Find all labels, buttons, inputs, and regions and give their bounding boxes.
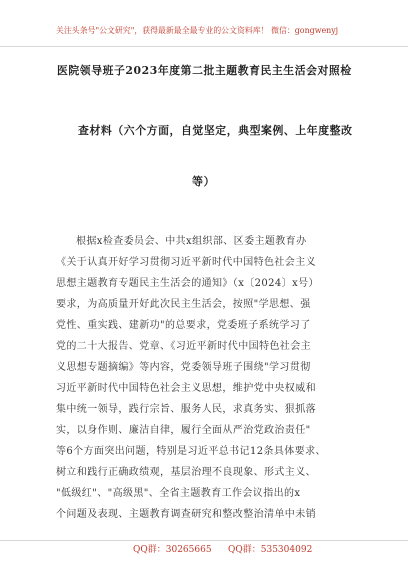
document-title-line-3: 等）	[192, 175, 216, 188]
header-banner: 关注头条号"公文研究"，获得最新最全最专业的公文资料库！ 微信：gongwenyj	[56, 26, 339, 35]
body-line-11: 等6个方面突出问题，特别是习近平总书记12条具体要求、	[56, 446, 326, 457]
body-line-9: 集中统一领导，践行宗旨、服务人民，求真务实、狠抓落	[56, 404, 316, 415]
body-line-7: 义思想专题摘编》等内容，党委领导班子围绕"学习贯彻	[56, 362, 311, 373]
footer-divider	[0, 540, 408, 541]
document-title-line-2: 查材料（六个方面，自觉坚定，典型案例、上年度整改	[78, 124, 353, 137]
body-line-2: 《关于认真开好学习贯彻习近平新时代中国特色社会主义	[56, 257, 316, 268]
body-line-13: "低级红"、"高级黑"、全省主题教育工作会议指出的x	[56, 488, 301, 499]
body-line-6: 党的二十大报告、党章、《习近平新时代中国特色社会主	[56, 341, 311, 352]
body-line-5: 党性、重实践、建新功"的总要求，党委班子系统学习了	[56, 320, 311, 331]
body-line-14: 个问题及表现、主题教育调查研究和整改整治清单中未销	[56, 509, 316, 520]
footer-qq-group-1: QQ群：30265665	[133, 545, 212, 555]
document-title-line-1: 医院领导班子2023年度第二批主题教育民主生活会对照检	[57, 64, 352, 77]
footer-qq-group-2: QQ群：535304092	[228, 545, 313, 555]
body-line-4: 要求，为高质量开好此次民主生活会，按照"学思想、强	[56, 299, 311, 310]
body-line-8: 习近平新时代中国特色社会主义思想，维护党中央权威和	[56, 383, 316, 394]
body-line-10: 实，以身作则、廉洁自律，履行全面从严治党政治责任"	[56, 425, 311, 436]
body-line-1: 根据x检查委员会、中共x组织部、区委主题教育办	[76, 236, 307, 247]
body-line-3: 思想主题教育专题民主生活会的通知》（x〔2024〕x号）	[56, 278, 319, 289]
header-divider	[0, 46, 408, 47]
body-line-12: 树立和践行正确政绩观，基层治理不良现象、形式主义、	[56, 467, 316, 478]
